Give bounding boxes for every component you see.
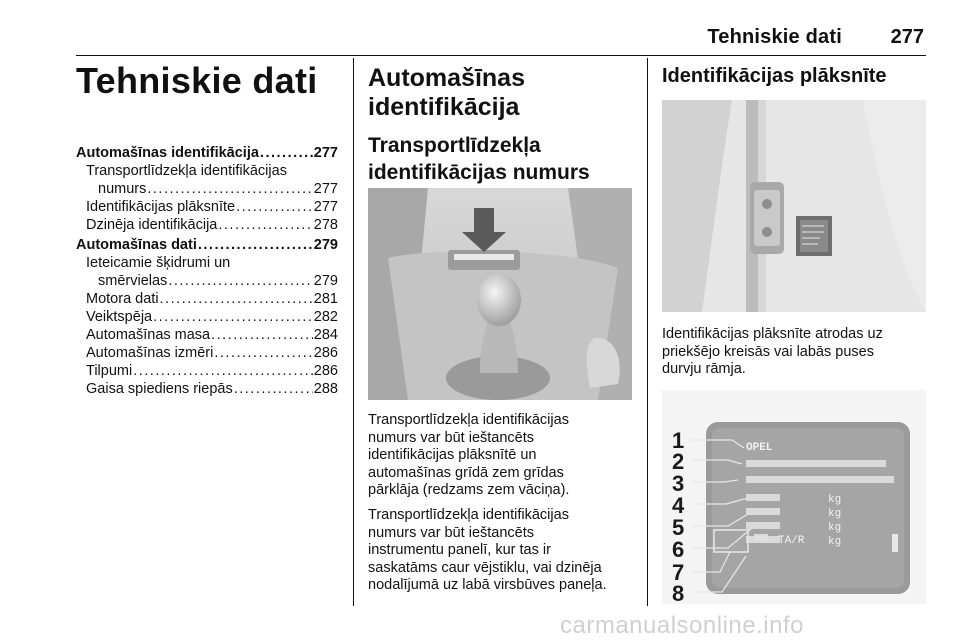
toc-entry[interactable]: Gaisa spiediens riepās ..... 288 (76, 380, 338, 398)
paragraph-line: priekšējo kreisās vai labās puses (662, 343, 874, 360)
subsection-heading-vin (368, 132, 632, 186)
id-plate-illustration (662, 390, 926, 604)
toc-entry[interactable]: numurs ..... 277 (76, 180, 338, 198)
plate-callout-7: 7 (672, 560, 685, 585)
chapter-title: Tehniskie dati (76, 60, 318, 101)
plate-callout-2: 2 (672, 449, 685, 474)
id-plate-section (662, 64, 926, 88)
paragraph-line: Identifikācijas plāksnīte atrodas uz (662, 326, 883, 342)
section-heading (368, 64, 632, 122)
paragraph-line: pārklāja (redzams zem vāciņa). (368, 482, 570, 499)
toc-entry[interactable]: Identifikācijas plāksnīte ..... 277 (76, 198, 338, 216)
paragraph-line: Transportlīdzekļa identifikācijas (368, 412, 569, 428)
vin-floor-illustration (368, 188, 632, 400)
plate-callout-6: 6 (672, 537, 685, 562)
toc-entry[interactable]: Automašīnas izmēri ..... 286 (76, 344, 338, 362)
toc-entry[interactable]: smērvielas ..... 279 (76, 272, 338, 290)
plate-callout-8: 8 (672, 581, 685, 604)
plate-brand: OPEL (746, 442, 773, 454)
paragraph-line: numurs var būt ieštancēts (368, 429, 535, 446)
plate-unit-4: kg (828, 536, 842, 548)
toc-entry-line[interactable]: Ieteicamie šķidrumi un (86, 255, 231, 271)
plate-unit-1: kg (828, 494, 842, 506)
paragraph-line: identifikācijas plāksnītē un (368, 447, 537, 464)
paragraph-line: nodalījumā uz labā virsbūves paneļa. (368, 577, 607, 594)
vin-paragraph-2 (368, 507, 636, 595)
table-of-contents (76, 144, 338, 398)
vehicle-identification-section (368, 64, 632, 186)
door-frame-photo (662, 100, 926, 312)
plate-callout-5: 5 (672, 515, 685, 540)
plate-callout-3: 3 (672, 471, 685, 496)
paragraph-line: saskatāms caur vējstiklu, vai dzinēja (368, 559, 602, 576)
toc-entry[interactable]: Motora dati ..... 281 (76, 290, 338, 308)
door-frame-illustration (662, 100, 926, 312)
plate-callout-1: 1 (672, 428, 685, 453)
toc-chapter-entry[interactable]: Automašīnas dati ..... 279 (76, 236, 338, 254)
page-number: 277 (890, 26, 924, 48)
toc-chapter-entry[interactable]: Automašīnas identifikācija ..... 277 (76, 144, 338, 162)
subsection-heading-line-2: identifikācijas numurs (368, 161, 590, 184)
vin-floor-photo (368, 188, 632, 400)
subsection-heading-line-1: Transportlīdzekļa (368, 134, 541, 157)
section-heading-line-2: identifikācija (368, 93, 520, 121)
paragraph-line: durvju rāmja. (662, 361, 746, 378)
toc-entry[interactable]: Tilpumi ..... 286 (76, 362, 338, 380)
section-heading-line-1: Automašīnas (368, 64, 525, 92)
toc-entry[interactable]: Automašīnas masa ..... 284 (76, 326, 338, 344)
plate-unit-2: kg (828, 508, 842, 520)
plate-unit-3: kg (828, 522, 842, 534)
paragraph-line: Transportlīdzekļa identifikācijas (368, 507, 569, 523)
toc-entry-line[interactable]: Transportlīdzekļa identifikācijas (86, 163, 287, 179)
column-divider-1 (353, 58, 354, 606)
toc-column (76, 60, 338, 398)
paragraph-line: instrumentu panelī, kur tas ir (368, 542, 551, 559)
watermark: carmanualsonline.info (560, 612, 804, 639)
plate-code: TA/R (778, 535, 805, 547)
id-plate-paragraph (662, 326, 926, 379)
column-divider-2 (647, 58, 648, 606)
id-plate-heading: Identifikācijas plāksnīte (662, 65, 887, 87)
plate-callout-4: 4 (672, 493, 685, 518)
id-plate-diagram (662, 390, 926, 604)
vin-paragraph-1 (368, 412, 636, 500)
paragraph-line: numurs var būt ieštancēts (368, 524, 535, 541)
header-rule (76, 55, 926, 56)
running-header-title: Tehniskie dati (707, 26, 842, 48)
paragraph-line: automašīnas grīdā zem grīdas (368, 464, 564, 481)
toc-entry[interactable]: Dzinēja identifikācija ..... 278 (76, 216, 338, 234)
toc-entry[interactable]: Veiktspēja ..... 282 (76, 308, 338, 326)
